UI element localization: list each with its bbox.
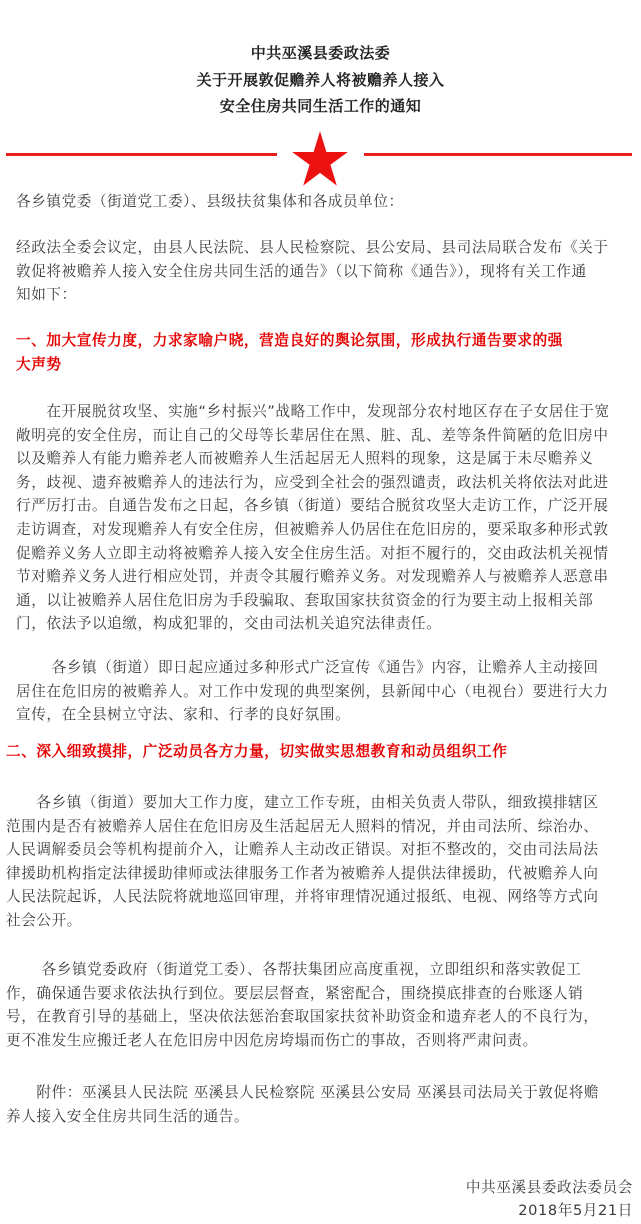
text-line: 一、加大宣传力度，力求家喻户晓，营造良好的舆论氛围，形成执行通告要求的强 bbox=[16, 332, 563, 349]
text-line: 安全住房共同生活工作的通知 bbox=[219, 97, 422, 115]
salutation bbox=[16, 190, 633, 214]
text-line: 通，以让被赡养人居住危旧房为手段骗取、套取国家扶贫资金的行为要主动上报相关部 bbox=[16, 591, 594, 609]
section-2-paragraph-1 bbox=[6, 791, 633, 933]
text-line: 各乡镇党委政府（街道党工委）、各帮扶集团应高度重视，立即组织和落实敦促工 bbox=[6, 961, 582, 978]
text-line: 敦促将被赡养人接入安全住房共同生活的通告》（以下简称《通告》），现将有关工作通 bbox=[16, 262, 587, 280]
text-line: 节对赡养义务人进行相应处罚，并责令其履行赡养义务。对发现赡养人与被赡养人恶意串 bbox=[16, 568, 609, 586]
section-heading-2 bbox=[6, 740, 633, 764]
text-line: 知如下： bbox=[16, 286, 77, 304]
text-line: 人民法院起诉，人民法院将就地巡回审理，并将审理情况通过报纸、电视、网络等方式向 bbox=[6, 888, 599, 906]
text-line: 在开展脱贫攻坚、实施“乡村振兴”战略工作中，发现部分农村地区存在子女居住于宽 bbox=[16, 403, 610, 420]
text-line: 关于开展敦促赡养人将被赡养人接入 bbox=[196, 70, 445, 89]
text-line: 务，歧视、遗弃被赡养人的违法行为，应受到全社会的强烈谴责，政法机关将依法对此进 bbox=[16, 473, 609, 491]
document-title bbox=[0, 40, 641, 120]
text-line: 以及赡养人有能力赡养老人而被赡养人生活起居无人照料的现象，这是属于未尽赡养义 bbox=[16, 450, 594, 468]
signature-date: 2018年5月21日 bbox=[518, 1202, 633, 1219]
text-line: 更不准发生应搬迁老人在危旧房中因危房垮塌而伤亡的事故，否则将严肃问责。 bbox=[6, 1031, 538, 1049]
text-line: 走访调查，对发现赡养人有安全住房，但被赡养人仍居住在危旧房的，要采取多种形式敦 bbox=[16, 520, 609, 538]
signature-org: 中共巫溪县委政法委员会 bbox=[465, 1179, 633, 1196]
text-line: 行严厉打击。自通告发布之日起，各乡镇（街道）要结合脱贫攻坚大走访工作，广泛开展 bbox=[16, 497, 609, 515]
red-rule-right bbox=[364, 153, 632, 156]
text-line: 中共巫溪县委政法委 bbox=[250, 44, 391, 62]
text-line: 宣传，在全县树立守法、家和、行孝的良好氛围。 bbox=[16, 706, 351, 724]
text-line: 经政法全委会议定，由县人民法院、县人民检察院、县公安局、县司法局联合发布《关于 bbox=[16, 239, 609, 256]
text-line: 范围内是否有被赡养人居住在危旧房及生活起居无人照料的情况，并由司法所、综治办、 bbox=[6, 817, 599, 835]
section-1-paragraph-2 bbox=[16, 656, 633, 727]
text-line: 各乡镇（街道）即日起应通过多种形式广泛宣传《通告》内容，让赡养人主动接回 bbox=[16, 659, 599, 676]
intro-paragraph bbox=[16, 236, 633, 307]
red-rule-left bbox=[6, 153, 277, 156]
text-line: 养人接入安全住房共同生活的通告。 bbox=[6, 1107, 250, 1125]
text-line: 作，确保通告要求依法执行到位。要层层督查，紧密配合，围绕摸底排查的台账逐人销 bbox=[6, 984, 584, 1002]
text-line: 二、深入细致摸排，广泛动员各方力量，切实做实思想教育和动员组织工作 bbox=[6, 743, 508, 760]
section-heading-1 bbox=[16, 329, 633, 376]
text-line: 人民调解委员会等机构提前介入，让赡养人主动改正错误。对拒不整改的，交由司法局法 bbox=[6, 841, 599, 859]
text-line: 各乡镇（街道）要加大工作力度，建立工作专班，由相关负责人带队，细致摸排辖区 bbox=[6, 794, 599, 811]
section-1-paragraph-1 bbox=[16, 400, 633, 636]
text-line: 居住在危旧房的被赡养人。对工作中发现的典型案例，县新闻中心（电视台）要进行大力 bbox=[16, 682, 609, 700]
text-line: 促赡养义务人立即主动将被赡养人接入安全住房生活。对拒不履行的，交由政法机关视情 bbox=[16, 544, 609, 562]
text-line: 律援助机构指定法律援助律师或法律服务工作者为被赡养人提供法律援助，代被赡养人向 bbox=[6, 864, 599, 882]
red-star-icon bbox=[291, 130, 349, 188]
attachment-note bbox=[6, 1081, 633, 1128]
text-line: 各乡镇党委（街道党工委）、县级扶贫集体和各成员单位： bbox=[16, 193, 404, 210]
text-line: 敞明亮的安全住房，而让自己的父母等长辈居住在黑、脏、乱、差等条件简陋的危旧房中 bbox=[16, 426, 609, 444]
section-2-paragraph-2 bbox=[6, 958, 633, 1052]
text-line: 大声势 bbox=[16, 355, 62, 373]
text-line: 社会公开。 bbox=[6, 911, 82, 929]
text-line: 号，在教育引导的基础上，坚决依法惩治套取国家扶贫补助资金和遗弃老人的不良行为， bbox=[6, 1008, 599, 1026]
text-line: 附件：巫溪县人民法院 巫溪县人民检察院 巫溪县公安局 巫溪县司法局关于敦促将赡 bbox=[6, 1084, 600, 1101]
text-line: 门，依法予以追缴，构成犯罪的，交由司法机关追究法律责任。 bbox=[16, 615, 442, 633]
